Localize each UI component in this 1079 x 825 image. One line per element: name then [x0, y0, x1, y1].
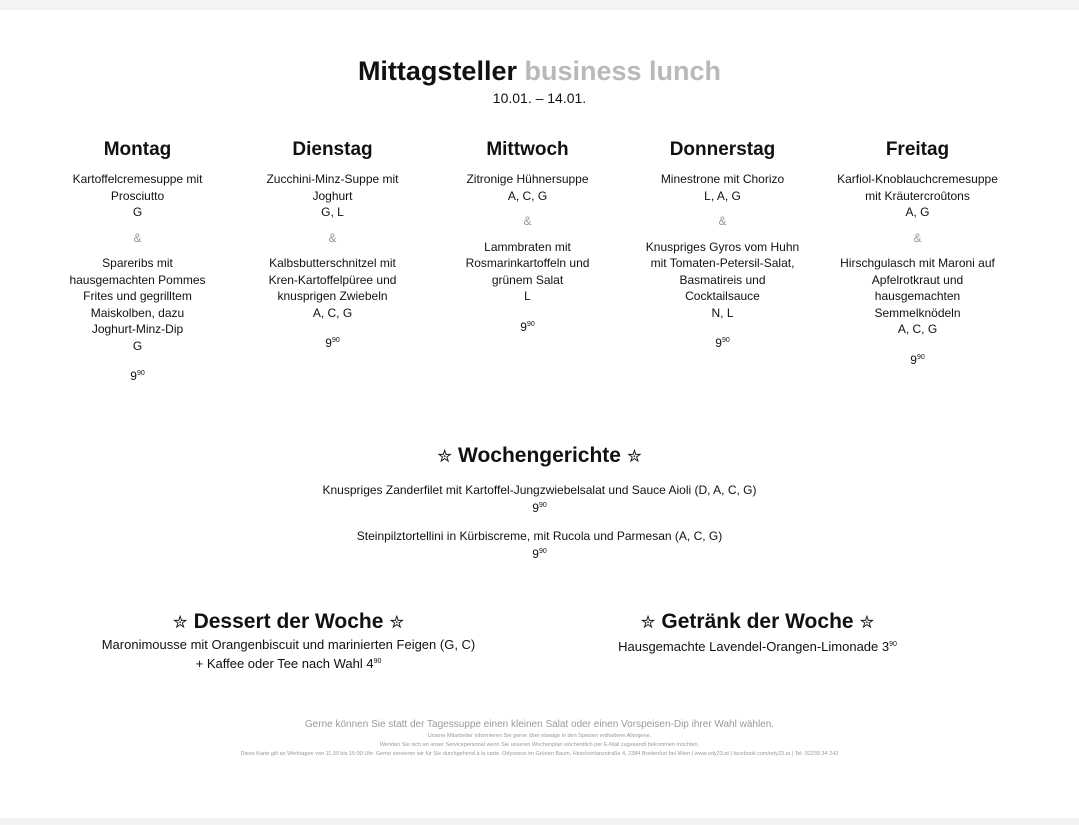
main-line: hausgemachten [874, 289, 961, 303]
star-icon: ✮ [389, 612, 405, 632]
weekly-item-text: Knuspriges Zanderfilet mit Kartoffel-Jungzwiebelsalat und Sauce Aioli (D, A, C, G) [322, 483, 757, 497]
weekly-title-text: Wochengerichte [458, 444, 621, 467]
soup-line: mit Kräutercroûtons [865, 188, 970, 203]
weekly-item-price: $9^{90}$ [532, 547, 547, 561]
drink-title-text: Getränk der Woche [661, 610, 854, 633]
ampersand-divider: & [718, 214, 727, 228]
footer-note: Diese Karte gilt an Werktagen von 11:30 bis 15:00 Uhr. Gerne servieren wir für Sie durchgehend à la carte. Odysseus im Grünen Baum, Hirschentanzstraße 4, 2384 Breitenfurt bei Wien | www.ody23.at | facebook.com/ody23.at | Tel. 02239 34 243 [240, 751, 839, 757]
day-name: Mittwoch [486, 139, 569, 160]
drink-title [560, 608, 955, 636]
price-int: 9 [520, 319, 527, 334]
weekly-title [0, 442, 1079, 470]
soup-line: Minestrone mit Chorizo [660, 172, 785, 186]
main-allergens: A, C, G [897, 322, 938, 336]
star-icon: ✮ [640, 612, 656, 632]
weekly-item-text: Steinpilztortellini in Kürbiscreme, mit Rucola und Parmesan (A, C, G) [356, 529, 723, 543]
price-int: 9 [910, 352, 917, 367]
day-name: Donnerstag [669, 139, 776, 160]
day-column-freitag [820, 138, 1015, 385]
day-column-montag [40, 138, 235, 385]
price-int: 9 [715, 336, 722, 350]
drink-section [560, 608, 955, 655]
day-price [430, 317, 625, 336]
page-title [0, 55, 1079, 87]
day-name: Dienstag [292, 139, 373, 160]
star-icon: ✮ [859, 612, 875, 632]
main-line: grünem Salat [491, 272, 564, 287]
main-line: Frites und gegrilltem [83, 289, 192, 303]
main-allergens: N, L [711, 305, 734, 320]
day-name: Freitag [885, 139, 950, 160]
main-line: Semmelknödeln [874, 305, 961, 320]
main-line: Joghurt-Minz-Dip [91, 322, 184, 336]
date-range: 10.01. – 14.01. [492, 90, 587, 106]
star-icon: ✮ [626, 446, 642, 466]
weekly-item [0, 529, 1079, 562]
main-line: Rosmarinkartoffeln und [465, 256, 590, 270]
soup-line: Karfiol-Knoblauchcremesuppe [837, 172, 998, 186]
ampersand-divider: & [133, 230, 142, 245]
soup-allergens: A, C, G [507, 188, 548, 203]
day-price [235, 333, 430, 352]
main-line: Kren-Kartoffelpüree und [268, 272, 397, 287]
star-icon: ✮ [172, 612, 188, 632]
dessert-line: Maronimousse mit Orangenbiscuit und marinierten Feigen (G, C) [101, 637, 476, 652]
price-dec: 90 [916, 353, 925, 361]
soup-line: Prosciutto [110, 188, 165, 203]
main-line: Basmatireis und [679, 272, 766, 287]
soup-line: Joghurt [312, 188, 353, 203]
day-column-donnerstag [625, 138, 820, 385]
ampersand-divider: & [328, 230, 337, 245]
drink-line: Hausgemachte Lavendel-Orangen-Limonade $3^{90}$ [618, 639, 897, 654]
main-line: hausgemachten Pommes [69, 272, 206, 287]
main-allergens: G [132, 338, 143, 353]
soup-allergens: A, G [905, 205, 930, 219]
footer-notes [0, 718, 1079, 759]
footer-note: Gerne können Sie statt der Tagessuppe einen kleinen Salat oder einen Vorspeisen-Dip ihrer Wahl wählen. [304, 719, 775, 730]
main-allergens: A, C, G [312, 305, 353, 320]
weekly-item-price: $9^{90}$ [532, 501, 547, 515]
main-allergens: L [524, 289, 531, 303]
main-line: Lammbraten mit [484, 239, 571, 254]
day-column-mittwoch [430, 138, 625, 385]
weekly-dishes-section [0, 442, 1079, 562]
star-icon: ✮ [437, 446, 453, 466]
soup-allergens: L, A, G [704, 188, 741, 203]
price-dec: 90 [526, 320, 535, 328]
main-line: Spareribs mit [102, 256, 173, 270]
day-column-dienstag [235, 138, 430, 385]
soup-line: Zitronige Hühnersuppe [466, 172, 589, 186]
price-dec: 90 [721, 337, 730, 344]
day-price [820, 350, 1015, 369]
day-price [40, 366, 235, 385]
main-line: knusprigen Zwiebeln [277, 289, 388, 303]
soup-line: Zucchini-Minz-Suppe mit [266, 172, 399, 186]
price-dec: 90 [331, 337, 340, 344]
dessert-title-text: Dessert der Woche [193, 610, 384, 633]
menu-sheet [0, 10, 1079, 818]
ampersand-divider: & [913, 230, 922, 245]
soup-allergens: G [132, 205, 143, 219]
menu-header [0, 55, 1079, 108]
main-line: mit Tomaten-Petersil-Salat, [650, 256, 795, 270]
price-int: 9 [325, 336, 332, 350]
dessert-section [40, 608, 537, 672]
footer-note: Unsere Mitarbeiter informieren Sie gerne über etwaige in den Speisen enthaltene Allergene. [427, 733, 652, 739]
footer-note: Wenden Sie sich an unser Servicepersonal wenn Sie unseren Wochenplan wöchentlich per E-Mail zugesandt bekommen möchten. [379, 742, 700, 748]
title-main: Mittagsteller [357, 56, 517, 86]
ampersand-divider: & [523, 214, 532, 228]
price-int: 9 [130, 369, 137, 383]
main-line: Kalbsbutterschnitzel mit [269, 256, 396, 270]
day-name: Montag [103, 139, 172, 160]
day-columns [40, 138, 1040, 385]
dessert-title [40, 608, 537, 636]
dessert-addon: + Kaffee oder Tee nach Wahl $4^{90}$ [195, 656, 382, 671]
price-dec: 90 [136, 370, 145, 377]
main-line: Cocktailsauce [685, 289, 760, 303]
soup-allergens: G, L [321, 205, 344, 219]
soup-line: Kartoffelcremesuppe mit [72, 172, 203, 186]
main-line: Knuspriges Gyros vom Huhn [645, 239, 800, 254]
main-line: Hirschgulasch mit Maroni auf [840, 256, 995, 270]
weekly-item [0, 483, 1079, 516]
day-price [625, 333, 820, 352]
main-line: Maiskolben, dazu [90, 305, 185, 320]
title-sub: business lunch [524, 56, 722, 86]
main-line: Apfelrotkraut und [871, 272, 964, 287]
